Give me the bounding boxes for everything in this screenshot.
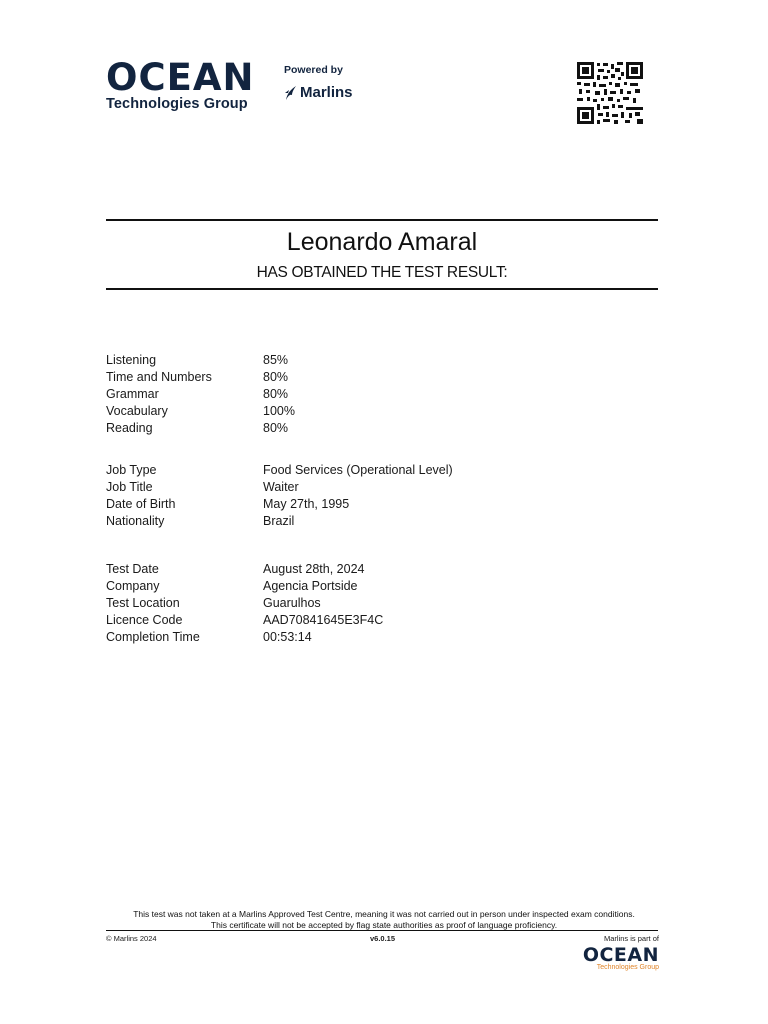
profile-row: [106, 513, 453, 530]
profile-value: Brazil: [263, 514, 295, 528]
test-row: [106, 561, 383, 578]
footer-disclaimer: [0, 909, 768, 931]
score-value: 80%: [263, 421, 289, 435]
score-label: Listening: [106, 353, 157, 367]
score-row: [106, 352, 295, 369]
top-divider: [106, 219, 658, 221]
score-value: 85%: [263, 353, 289, 367]
profile-value: May 27th, 1995: [263, 497, 350, 511]
result-heading: HAS OBTAINED THE TEST RESULT:: [256, 264, 508, 281]
disclaimer-line: This certificate will not be accepted by flag state authorities as proof of language proficiency.: [210, 920, 558, 930]
test-value: AAD70841645E3F4C: [263, 613, 384, 627]
test-details-section: [106, 561, 383, 646]
score-label: Vocabulary: [106, 404, 168, 418]
version-label: v6.0.15: [370, 934, 396, 943]
score-label: Grammar: [106, 387, 159, 401]
ocean-logo-subtitle: Technologies Group: [106, 96, 248, 112]
test-row: [106, 612, 383, 629]
score-row: [106, 420, 295, 437]
test-value: August 28th, 2024: [263, 562, 365, 576]
test-row: [106, 578, 383, 595]
score-row: [106, 403, 295, 420]
score-row: [106, 369, 295, 386]
test-value: 00:53:14: [263, 630, 312, 644]
scores-section: [106, 352, 295, 437]
test-label: Test Date: [106, 562, 159, 576]
profile-section: [106, 462, 453, 530]
score-label: Time and Numbers: [106, 370, 212, 384]
test-row: [106, 595, 383, 612]
score-value: 80%: [263, 370, 289, 384]
profile-label: Nationality: [106, 514, 165, 528]
profile-label: Job Type: [106, 463, 157, 477]
footer-ocean-logo: [583, 934, 659, 971]
profile-value: Waiter: [263, 480, 299, 494]
profile-label: Job Title: [106, 480, 153, 494]
profile-row: [106, 462, 453, 479]
profile-label: Date of Birth: [106, 497, 176, 511]
score-value: 100%: [263, 404, 295, 418]
powered-by-marlins: [284, 64, 353, 101]
part-of-label: Marlins is part of: [603, 934, 659, 943]
test-label: Licence Code: [106, 613, 183, 627]
qr-code: [577, 62, 643, 124]
score-label: Reading: [106, 421, 153, 435]
ocean-logo: [106, 58, 254, 112]
test-label: Completion Time: [106, 630, 200, 644]
footer-logo-subtitle: Technologies Group: [596, 964, 659, 971]
marlin-icon: [284, 85, 298, 101]
profile-row: [106, 496, 453, 513]
footer-divider: [106, 930, 658, 931]
ocean-logo-word: OCEAN: [106, 56, 255, 99]
disclaimer-line: This test was not taken at a Marlins Approved Test Centre, meaning it was not carried out in person under inspected exam conditions.: [133, 909, 635, 919]
score-value: 80%: [263, 387, 289, 401]
score-row: [106, 386, 295, 403]
test-label: Company: [106, 579, 160, 593]
test-value: Agencia Portside: [263, 579, 358, 593]
footer-logo-word: OCEAN: [582, 944, 659, 966]
candidate-name: Leonardo Amaral: [286, 228, 478, 256]
profile-row: [106, 479, 453, 496]
powered-by-label: Powered by: [284, 64, 343, 76]
test-label: Test Location: [106, 596, 180, 610]
profile-value: Food Services (Operational Level): [263, 463, 453, 477]
marlins-logo-word: Marlins: [300, 84, 353, 101]
test-row: [106, 629, 383, 646]
test-value: Guarulhos: [263, 596, 321, 610]
copyright: © Marlins 2024: [106, 934, 157, 943]
heading-divider: [106, 288, 658, 290]
